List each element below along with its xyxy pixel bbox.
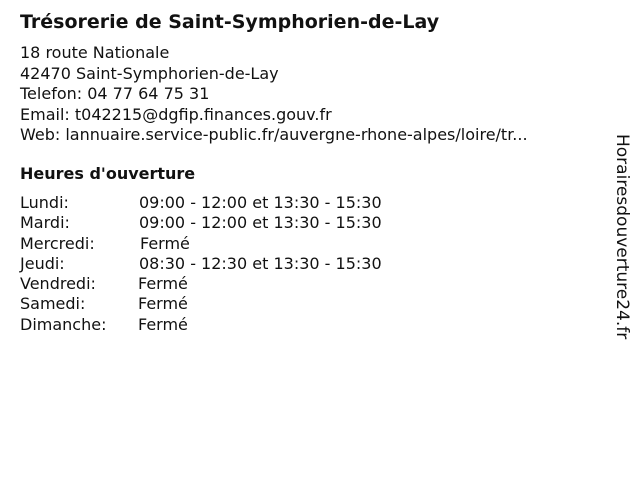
site-watermark (609, 134, 635, 374)
day-hours: Fermé (138, 314, 188, 334)
page-title: Trésorerie de Saint-Symphorien-de-Lay (20, 11, 440, 33)
day-label: Vendredi: (20, 274, 96, 294)
day-hours: Fermé (138, 294, 188, 314)
day-label: Samedi: (20, 294, 86, 314)
street-address: 18 route Nationale (20, 43, 170, 62)
hours-heading: Heures d'ouverture (20, 164, 196, 183)
watermark-text: Horairesdouverture24.fr (612, 134, 632, 340)
phone-number: Telefon: 04 77 64 75 31 (20, 84, 210, 103)
day-hours: 09:00 - 12:00 et 13:30 - 15:30 (139, 213, 382, 233)
city-address: 42470 Saint-Symphorien-de-Lay (20, 63, 279, 83)
day-hours: Fermé (138, 274, 188, 294)
day-label: Dimanche: (20, 314, 107, 334)
day-label: Lundi: (20, 193, 69, 212)
email-address: Email: t042215@dgfip.finances.gouv.fr (20, 104, 332, 124)
day-hours: 09:00 - 12:00 et 13:30 - 15:30 (139, 193, 382, 212)
website-url: Web: lannuaire.service-public.fr/auvergne-rhone-alpes/loire/tr... (20, 125, 528, 144)
day-label: Mardi: (20, 213, 70, 233)
day-label: Jeudi: (20, 253, 65, 273)
day-label: Mercredi: (20, 233, 95, 253)
day-hours: 08:30 - 12:30 et 13:30 - 15:30 (139, 253, 382, 273)
contact-info (20, 43, 528, 146)
day-hours: Fermé (140, 233, 190, 253)
